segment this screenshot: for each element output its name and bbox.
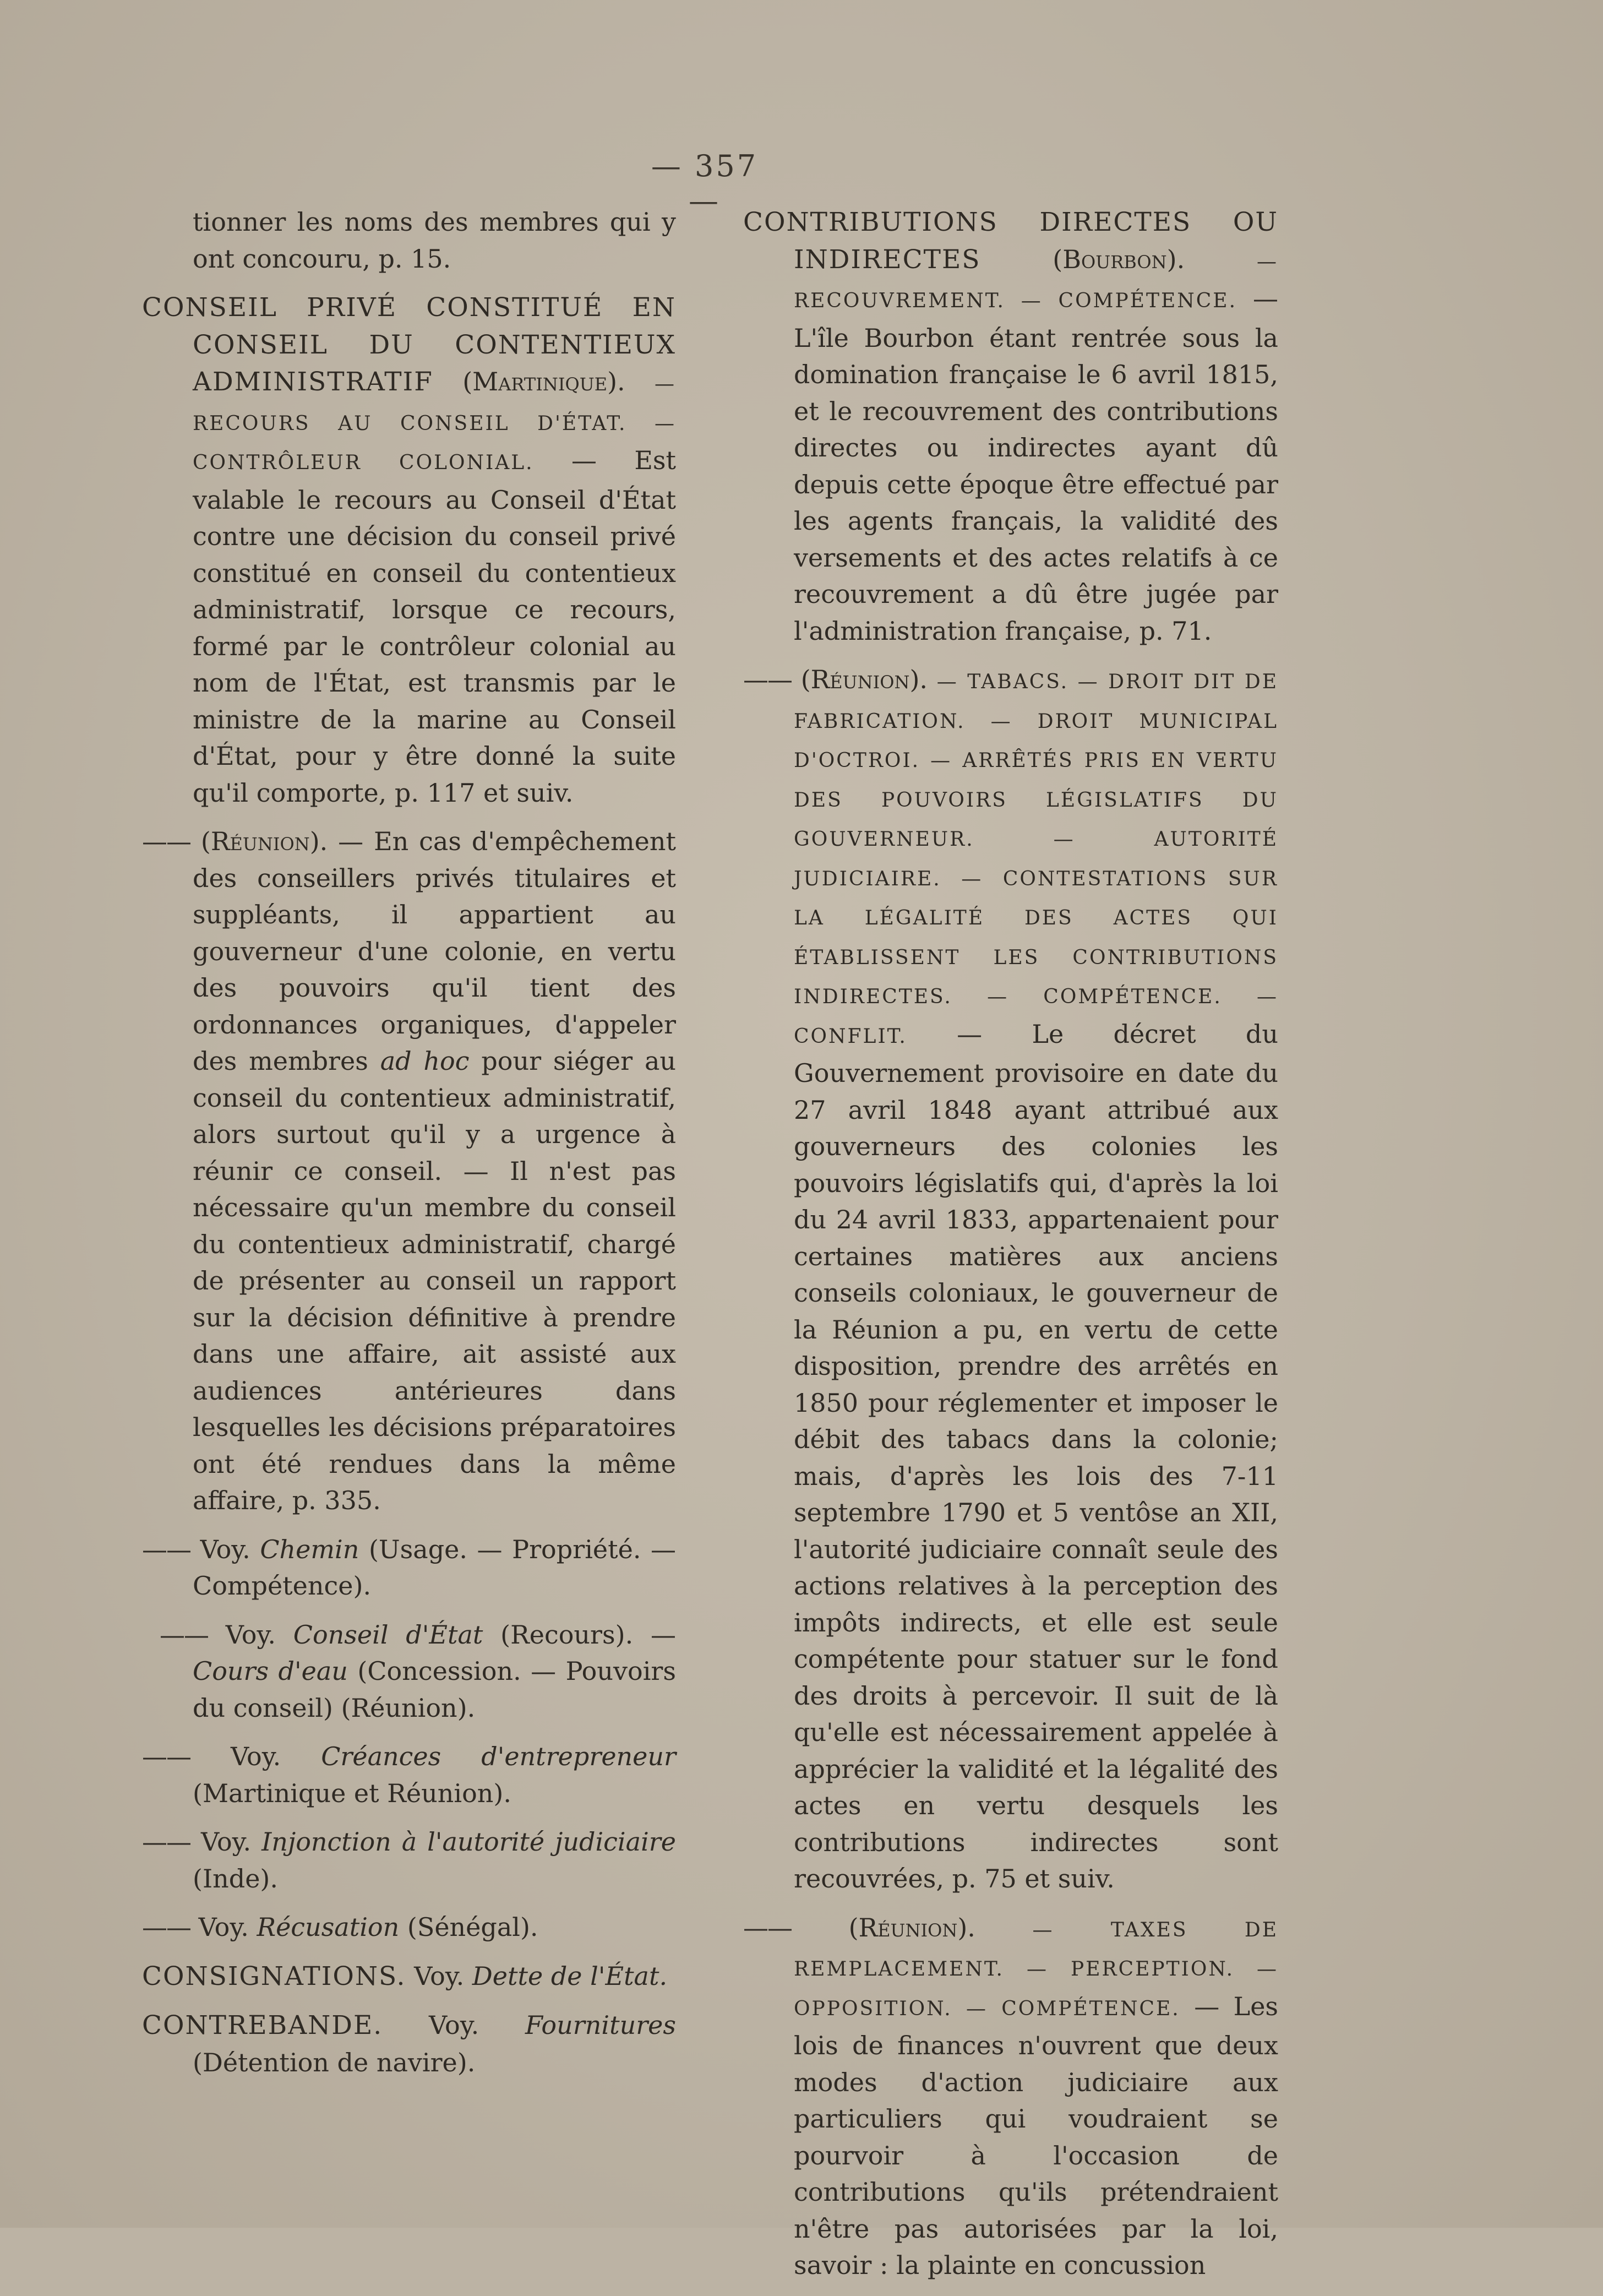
reference-term: Conseil d'État [293,1619,483,1650]
voy-label: Voy. [198,1912,249,1942]
entry-consignations [142,1958,676,1995]
reference-detail: (Martinique et Réunion). [193,1778,511,1808]
entry-region: (Bourbon). [1053,244,1185,274]
repeat-dash: —— [142,826,190,856]
reference-detail: (Inde). [193,1863,278,1894]
reference-term: Injonction à l'autorité judiciaire [261,1827,676,1857]
entry-title: CONTRIBUTIONS DIRECTES OU INDIRECTES [743,207,1278,275]
entry-keywords: — RECOUVREMENT. — COMPÉTENCE. [794,250,1279,312]
repeat-dash: —— [142,1534,190,1564]
cross-reference [142,1909,676,1946]
entry-text: — L'île Bourbon étant rentrée sous la domination française le 6 avril 1815, et le recouvrement des contributions directes ou indirectes ayant dû depuis cette époque être effectué par les agents français, la validité des versements et des actes relatifs à ce recouvrement a dû être jugée par l'administration française, p. 71. [794,284,1278,646]
cross-reference [142,1824,676,1897]
left-column [142,204,676,2093]
voy-label: Voy. [429,2010,479,2040]
entry-keywords: — TABACS. — DROIT DIT DE FABRICATION. — DROIT MUNICIPAL D'OCTROI. — ARRÊTÉS PRIS EN VERTU DES POUVOIRS LÉGISLATIFS DU GOUVERNEUR. — AUTORITÉ JUDICIAIRE. — CONTESTATIONS SUR LA LÉGALITÉ DES ACTES QUI ÉTABLISSENT LES CONTRIBUTIONS INDIRECTES. — COMPÉTENCE. — CONFLIT. [794,671,1279,1048]
reference-term: Chemin [260,1534,359,1564]
voy-label: Voy. [414,1961,465,1991]
reference-term: Dette de l'État. [472,1961,668,1991]
entry-text: — En cas d'empêchement des conseillers privés titulaires et suppléants, il appartient au gouverneur d'une colonie, en vertu des pouvoirs qu'il tient des ordonnances organiques, d'appeler des membres [193,826,677,1076]
repeat-dash: —— [743,1912,792,1943]
entry-text: tionner les noms des membres qui y ont concouru, p. 15. [193,207,676,274]
reference-detail: (Concession. — Pouvoirs du conseil) (Réunion). [193,1656,676,1723]
entry-continuation [142,204,676,277]
entry-reunion [142,823,676,1519]
reference-term: Créances d'entrepreneur [321,1742,677,1771]
reference-detail: (Sénégal). [407,1912,538,1942]
reference-term: Récusation [257,1912,400,1942]
voy-label: Voy. [231,1742,281,1771]
voy-label: Voy. [200,1534,250,1564]
repeat-dash: —— [142,1827,190,1857]
entry-region: (Martinique). [462,367,625,396]
reference-term: Fournitures [525,2010,677,2040]
reference-detail: (Détention de navire). [193,2047,476,2077]
cross-reference [142,1617,676,1727]
entry-keywords: — RECOURS AU CONSEIL D'ÉTAT. — CONTRÔLEUR COLONIAL. [193,373,677,474]
cross-reference [142,1531,676,1604]
entry-title: CONSEIL PRIVÉ CONSTITUÉ EN CONSEIL DU CONTENTIEUX ADMINISTRATIF [142,292,676,397]
repeat-dash: —— [160,1619,208,1650]
entry-italic-term: ad hoc [380,1046,470,1076]
repeat-dash: —— [743,665,792,694]
entry-region: (Réunion). [200,826,328,856]
entry-title: CONSIGNATIONS. [142,1961,406,1992]
right-column [743,204,1278,2296]
page-number: — 357 — [651,149,759,218]
voy-label: Voy. [225,1619,276,1650]
entry-text: — Est valable le recours au Conseil d'État contre une décision du conseil privé constitué en conseil du contentieux administratif, lorsque ce recours, formé par le contrôleur colonial au nom de l'État, est transmis par le ministre de la marine au Conseil d'État, pour y être donné la suite qu'il comporte, p. 117 et suiv. [193,445,677,808]
reference-detail: (Usage. — Propriété. — Compétence). [193,1534,677,1601]
entry-contributions-bourbon [743,204,1278,649]
entry-region: (Réunion). [800,665,928,694]
entry-title: CONTREBANDE. [142,2010,383,2041]
entry-contrebande [142,2007,676,2081]
voy-label: Voy. [200,1827,252,1857]
entry-text: — Le décret du Gouvernement provisoire en date du 27 avril 1848 ayant attribué aux gouverneurs des colonies les pouvoirs législatifs qui, d'après la loi du 24 avril 1833, appartenaient pour certaines matières aux anciens conseils coloniaux, le gouverneur de la Réunion a pu, en vertu de cette disposition, prendre des arrêtés en 1850 pour réglementer et imposer le débit des tabacs dans la colonie; mais, d'après les lois des 7-11 septembre 1790 et 5 ventôse an XII, l'autorité judiciaire connaît seule des actions relatives à la perception des impôts indirects, et elle est seule compétente pour statuer sur le fond des droits à percevoir. Il suit de là qu'elle est nécessairement appelée à apprécier la validité et la légalité des actes en vertu desquels les contributions indirectes sont recouvrées, p. 75 et suiv. [794,1019,1279,1894]
repeat-dash: —— [142,1742,190,1771]
entry-region: (Réunion). [848,1912,975,1943]
entry-text: pour siéger au conseil du contentieux administratif, alors surtout qu'il y a urgence à réunir ce conseil. — Il n'est pas nécessaire qu'un membre du conseil du contentieux administratif, chargé de présenter au conseil un rapport sur la décision définitive à prendre dans une affaire, ait assisté aux audiences antérieures dans lesquelles les décisions préparatoires ont été rendues dans la même affaire, p. 335. [193,1046,677,1515]
entry-contributions-reunion-tabacs [743,661,1278,1897]
repeat-dash: —— [142,1912,190,1942]
cross-reference [142,1738,676,1811]
reference-detail: (Recours). — [500,1619,676,1650]
entry-conseil-prive [142,289,676,811]
reference-term: Cours d'eau [193,1656,348,1686]
entry-keywords: — TAXES DE REMPLACEMENT. — PERCEPTION. — OPPOSITION. — COMPÉTENCE. [794,1918,1278,2020]
entry-text: — Les lois de finances n'ouvrent que deux modes d'action judiciaire aux particuliers qui voudraient se pourvoir à l'occasion de contributions qu'ils prétendraient n'être pas autorisées par la loi, savoir : la plainte en concussion [794,1991,1279,2280]
